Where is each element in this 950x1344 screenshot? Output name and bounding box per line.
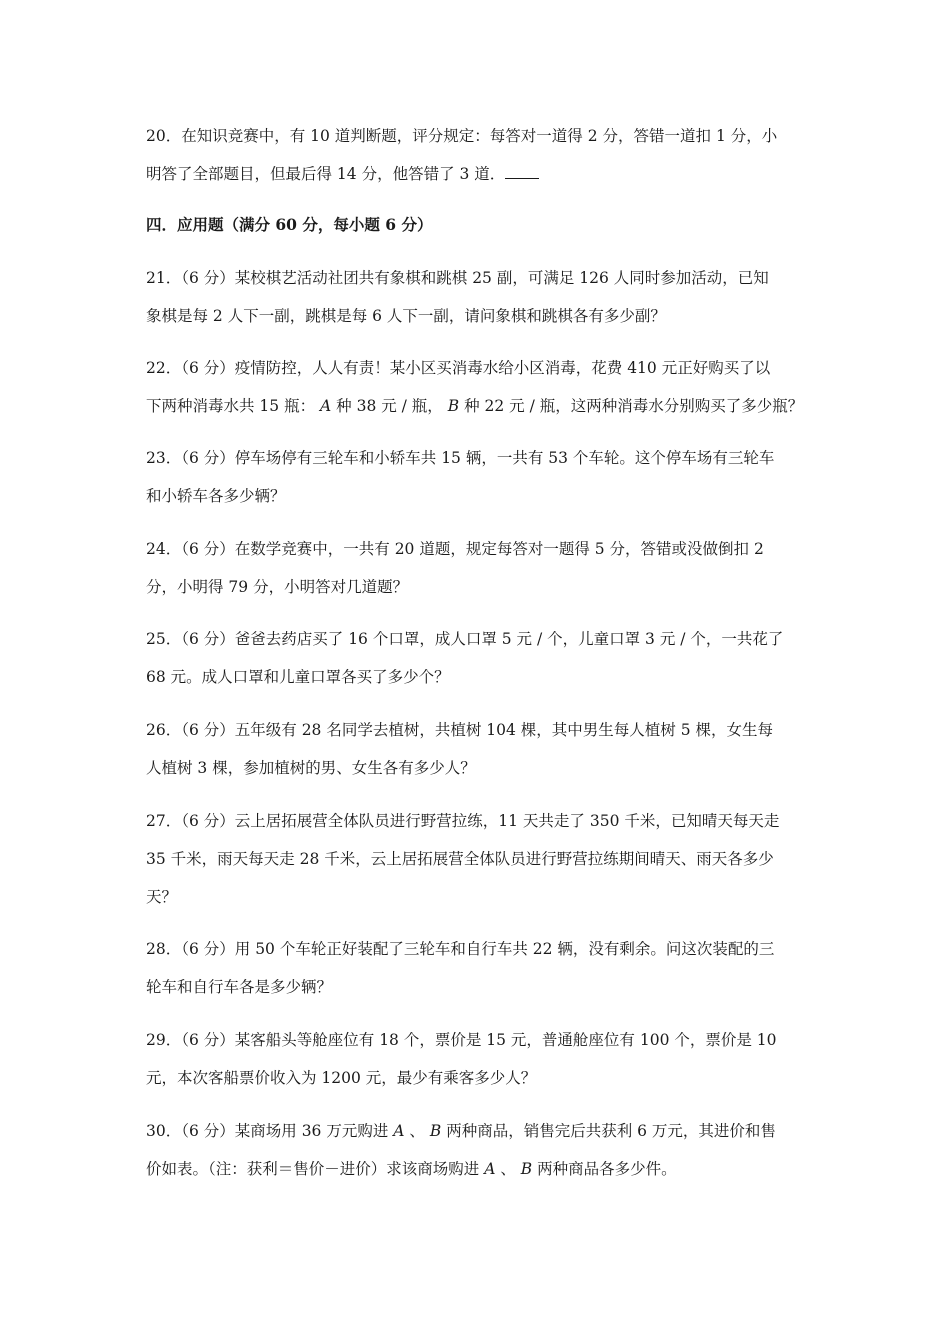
question-29-line-2: 元，本次客船票价收入为 1200 元，最少有乘客多少人？	[146, 1069, 537, 1087]
question-30-line-2	[146, 1159, 810, 1179]
question-30-sep: 、	[409, 1122, 425, 1140]
question-20-line-1: 20．在知识竞赛中，有 10 道判断题，评分规定：每答对一道得 2 分，答错一道扣 1 分，小	[146, 127, 778, 145]
question-24	[146, 539, 810, 597]
question-21-line-2: 象棋是每 2 人下一副，跳棋是每 6 人下一副，请问象棋和跳棋各有多少副？	[146, 307, 666, 325]
question-20-line-2	[146, 164, 810, 184]
question-21-line-1: 21．（6 分）某校棋艺活动社团共有象棋和跳棋 25 副，可满足 126 人同时参加活动，已知	[146, 269, 769, 287]
question-25	[146, 629, 810, 687]
question-30-text-a: 30．（6 分）某商场用 36 万元购进	[146, 1122, 389, 1140]
variable-a: A	[484, 1160, 496, 1178]
section-heading: 四．应用题（满分 60 分，每小题 6 分）	[146, 215, 433, 234]
question-22-text-a: 下两种消毒水共 15 瓶：	[146, 397, 316, 415]
question-23	[146, 448, 810, 506]
question-29	[146, 1030, 810, 1088]
variable-b: B	[520, 1160, 533, 1178]
question-22-line-2	[146, 396, 810, 416]
variable-b: B	[429, 1122, 442, 1140]
question-30-sep-2: 、	[500, 1160, 516, 1178]
question-28-line-2: 轮车和自行车各是多少辆？	[146, 978, 333, 996]
question-30-line-1	[146, 1121, 810, 1141]
question-26-line-2: 人植树 3 棵，参加植树的男、女生各有多少人？	[146, 759, 476, 777]
question-21	[146, 268, 810, 326]
question-25-line-1: 25．（6 分）爸爸去药店买了 16 个口罩，成人口罩 5 元 / 个，儿童口罩 3 元 / 个，一共花了	[146, 630, 784, 648]
question-20	[146, 126, 810, 184]
answer-blank[interactable]	[505, 164, 539, 179]
question-27-line-1: 27．（6 分）云上居拓展营全体队员进行野营拉练，11 天共走了 350 千米，已知晴天每天走	[146, 812, 780, 830]
variable-a: A	[393, 1122, 405, 1140]
question-22	[146, 358, 810, 416]
question-30	[146, 1121, 810, 1179]
question-30-text-c: 两种商品，销售完后共获利 6 万元，其进价和售	[446, 1122, 776, 1140]
variable-b: B	[447, 397, 460, 415]
question-29-line-1: 29．（6 分）某客船头等舱座位有 18 个，票价是 15 元，普通舱座位有 100 个，票价是 10	[146, 1031, 777, 1049]
question-25-line-2: 68 元。成人口罩和儿童口罩各买了多少个？	[146, 668, 450, 686]
question-24-line-1: 24．（6 分）在数学竞赛中，一共有 20 道题，规定每答对一题得 5 分，答错或没做倒扣 2	[146, 540, 764, 558]
question-27-line-2: 35 千米，雨天每天走 28 千米，云上居拓展营全体队员进行野营拉练期间晴天、雨天各多少	[146, 850, 774, 868]
question-27	[146, 811, 810, 907]
question-23-line-2: 和小轿车各多少辆？	[146, 487, 286, 505]
question-24-line-2: 分，小明得 79 分，小明答对几道题？	[146, 578, 409, 596]
question-27-line-3: 天？	[146, 888, 178, 906]
question-30-text-e: 两种商品各多少件。	[537, 1160, 677, 1178]
question-22-text-b: 种 38 元 / 瓶，	[336, 397, 443, 415]
question-22-text-c: 种 22 元 / 瓶，这两种消毒水分别购买了多少瓶？	[464, 397, 804, 415]
variable-a: A	[320, 397, 332, 415]
question-26-line-1: 26．（6 分）五年级有 28 名同学去植树，共植树 104 棵，其中男生每人植树 5 棵，女生每	[146, 721, 773, 739]
question-26	[146, 720, 810, 778]
question-30-text-d: 价如表。（注：获利＝售价－进价）求该商场购进	[146, 1160, 480, 1178]
section-4	[146, 215, 810, 235]
question-28	[146, 939, 810, 997]
question-20-text: 明答了全部题目，但最后得 14 分，他答错了 3 道．	[146, 165, 506, 183]
question-28-line-1: 28．（6 分）用 50 个车轮正好装配了三轮车和自行车共 22 辆，没有剩余。问这次装配的三	[146, 940, 775, 958]
question-23-line-1: 23．（6 分）停车场停有三轮车和小轿车共 15 辆，一共有 53 个车轮。这个停车场有三轮车	[146, 449, 775, 467]
question-22-line-1: 22．（6 分）疫情防控，人人有责！某小区买消毒水给小区消毒，花费 410 元正好购买了以	[146, 359, 771, 377]
